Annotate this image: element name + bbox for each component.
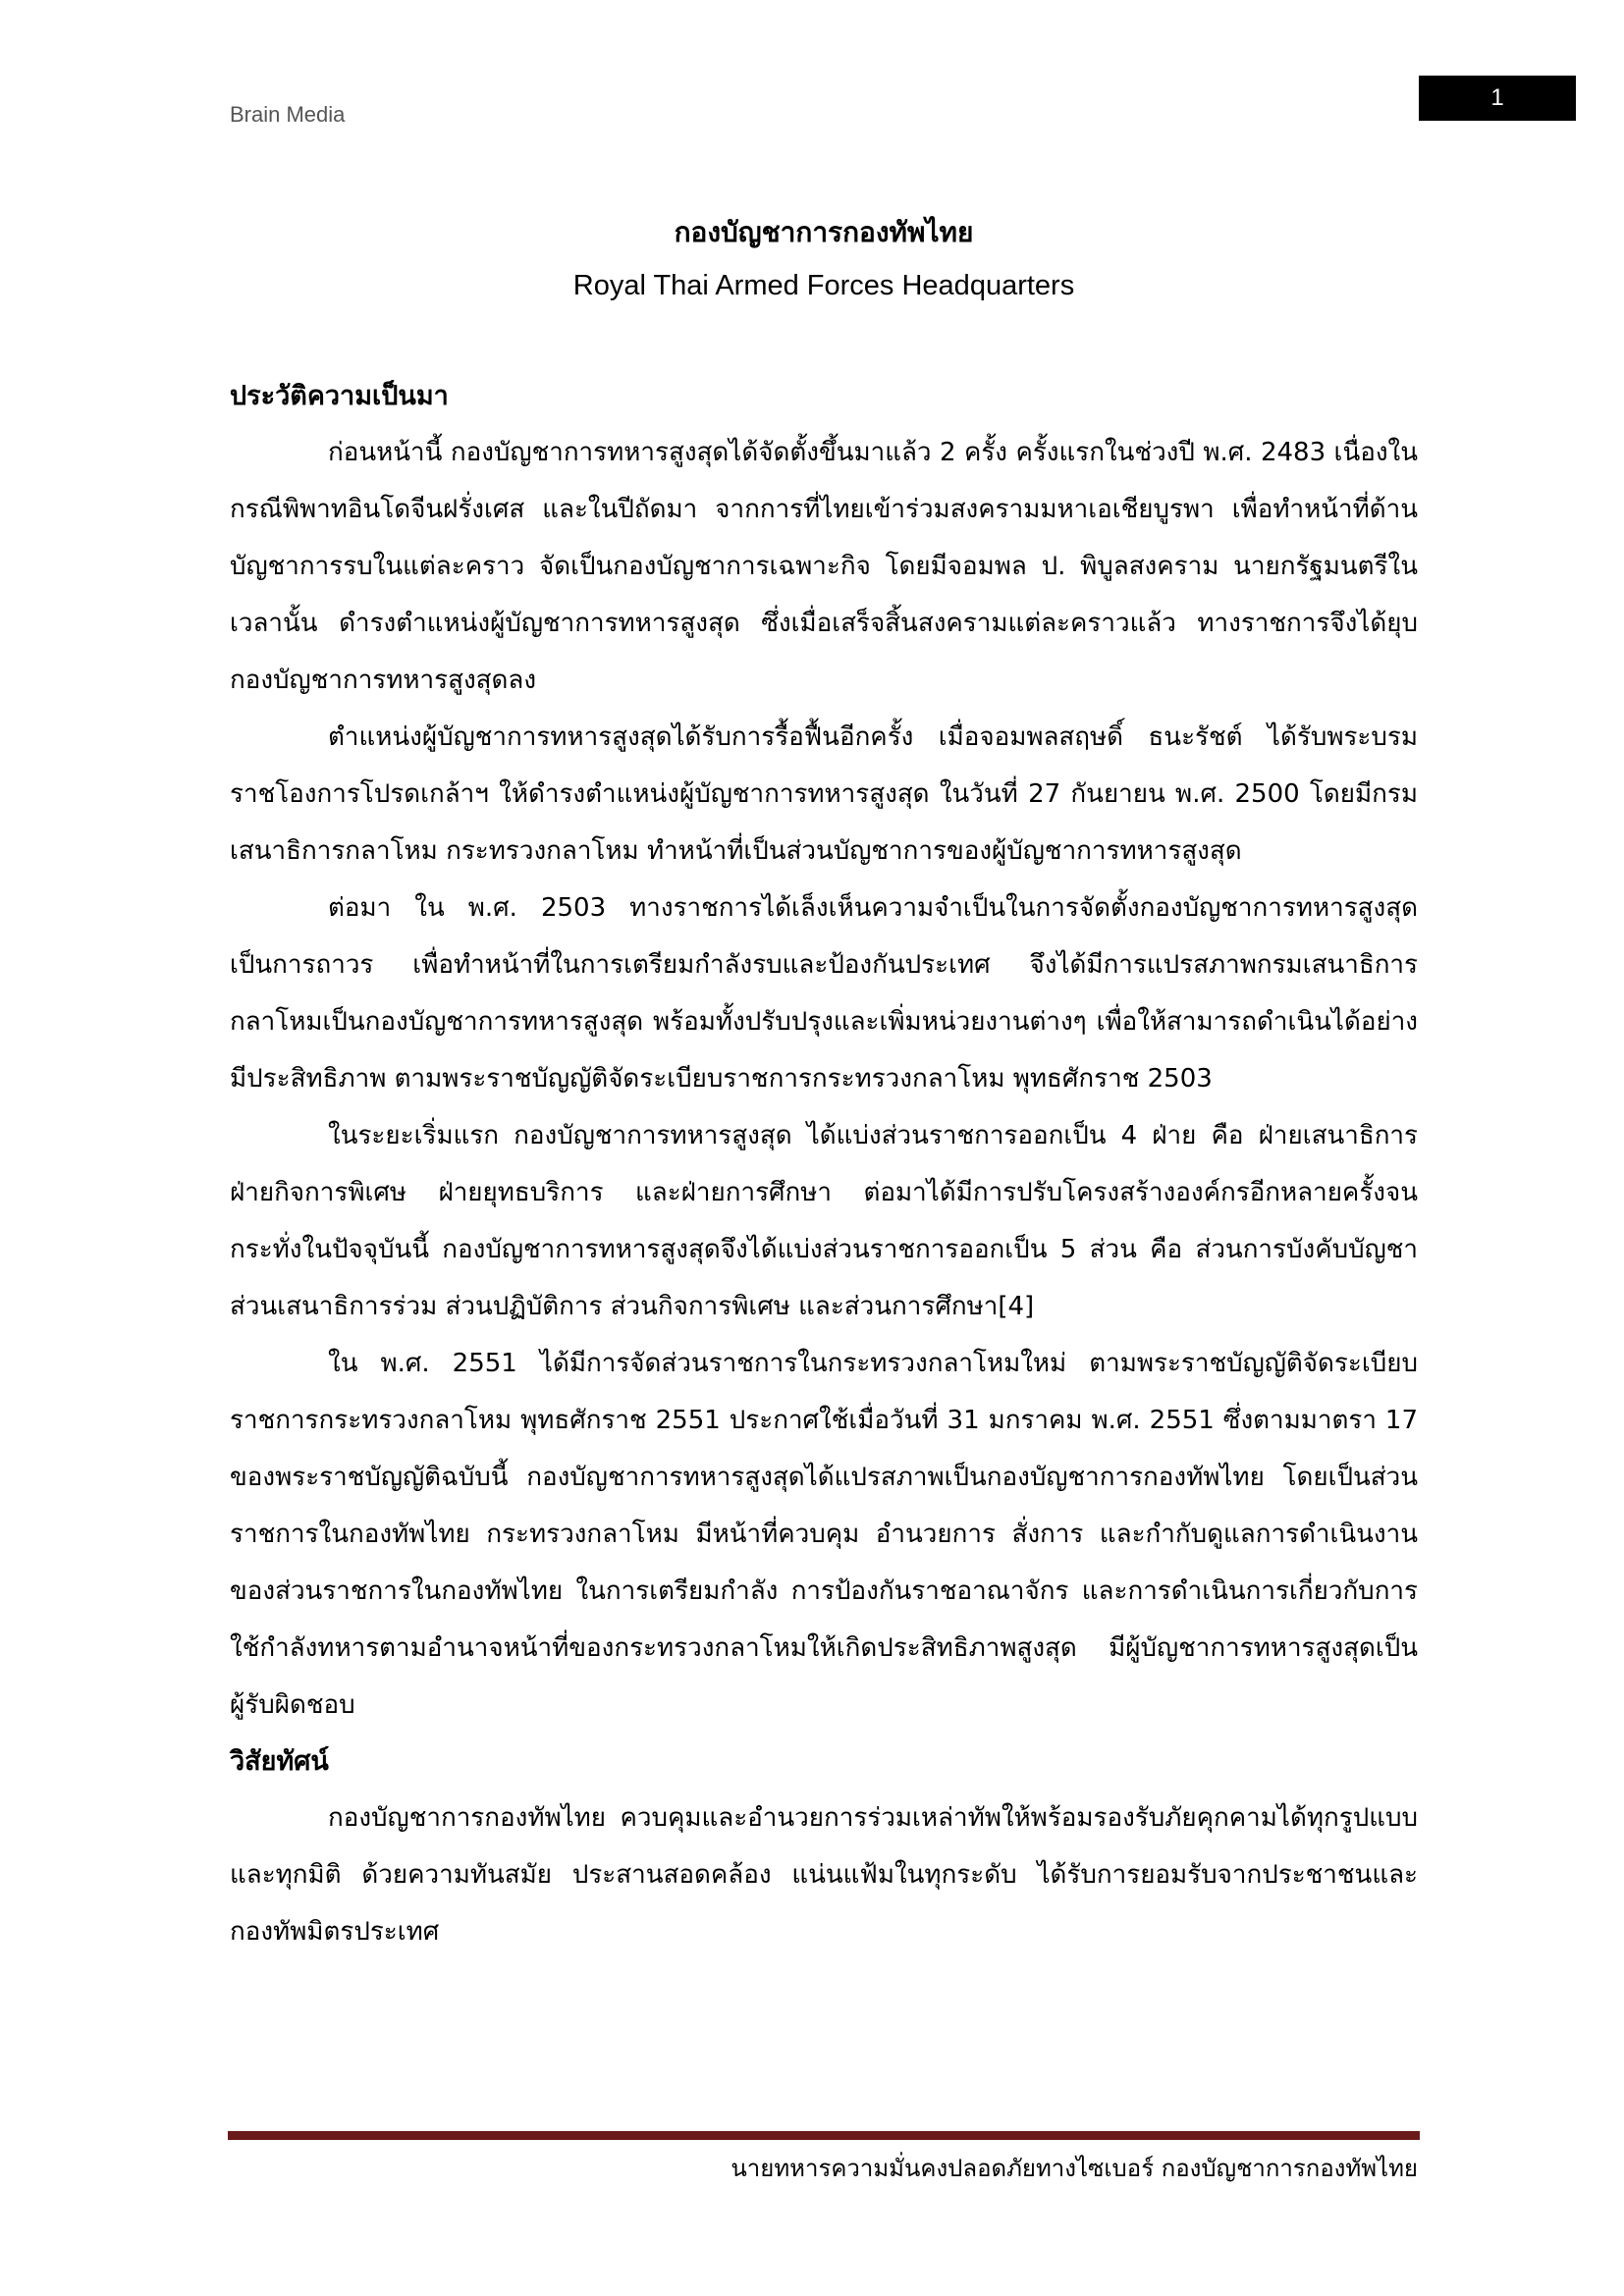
brand-label: Brain Media [230,102,346,127]
history-paragraph: ตำแหน่งผู้บัญชาการทหารสูงสุดได้รับการรื้อฟื้นอีกครั้ง เมื่อจอมพลสฤษดิ์ ธนะรัชต์ ได้รับพระบรมราชโองการโปรดเกล้าฯ ให้ดำรงตำแหน่งผู้บัญชาการทหารสูงสุด ในวันที่ 27 กันยายน พ.ศ. 2500 โดยมีกรมเสนาธิการกลาโหม กระทรวงกลาโหม ทำหน้าที่เป็นส่วนบัญชาการของผู้บัญชาการทหารสูงสุด [230,722,1418,866]
title-english: Royal Thai Armed Forces Headquarters [572,270,1075,301]
footer-text: นายทหารความมั่นคงปลอดภัยทางไซเบอร์ กองบัญชาการกองทัพไทย [731,2155,1418,2182]
history-paragraph: ในระยะเริ่มแรก กองบัญชาการทหารสูงสุด ได้แบ่งส่วนราชการออกเป็น 4 ฝ่าย คือ ฝ่ายเสนาธิการ ฝ่ายกิจการพิเศษ ฝ่ายยุทธบริการ และฝ่ายการศึกษา ต่อมาได้มีการปรับโครงสร้างองค์กรอีกหลายครั้งจนกระทั่งในปัจจุบันนี้ กองบัญชาการทหารสูงสุดจึงได้แบ่งส่วนราชการออกเป็น 5 ส่วน คือ ส่วนการบังคับบัญชา ส่วนเสนาธิการร่วม ส่วนปฏิบัติการ ส่วนกิจการพิเศษ และส่วนการศึกษา[4] [230,1121,1418,1321]
document-body [230,368,1418,1960]
history-paragraph: ต่อมา ใน พ.ศ. 2503 ทางราชการได้เล็งเห็นความจำเป็นในการจัดตั้งกองบัญชาการทหารสูงสุดเป็นการถาวร เพื่อทำหน้าที่ในการเตรียมกำลังรบและป้องกันประเทศ จึงได้มีการแปรสภาพกรมเสนาธิการกลาโหมเป็นกองบัญชาการทหารสูงสุด พร้อมทั้งปรับปรุงและเพิ่มหน่วยงานต่างๆ เพื่อให้สามารถดำเนินได้อย่างมีประสิทธิภาพ ตามพระราชบัญญัติจัดระเบียบราชการกระทรวงกลาโหม พุทธศักราช 2503 [230,893,1418,1094]
title-thai: กองบัญชาการกองทัพไทย [674,216,974,248]
document-title [230,206,1418,312]
history-paragraph: ใน พ.ศ. 2551 ได้มีการจัดส่วนราชการในกระทรวงกลาโหมใหม่ ตามพระราชบัญญัติจัดระเบียบราชการกระทรวงกลาโหม พุทธศักราช 2551 ประกาศใช้เมื่อวันที่ 31 มกราคม พ.ศ. 2551 ซึ่งตามมาตรา 17 ของพระราชบัญญัติฉบับนี้ กองบัญชาการทหารสูงสุดได้แปรสภาพเป็นกองบัญชาการกองทัพไทย โดยเป็นส่วนราชการในกองทัพไทย กระทรวงกลาโหม มีหน้าที่ควบคุม อำนวยการ สั่งการ และกำกับดูแลการดำเนินงานของส่วนราชการในกองทัพไทย ในการเตรียมกำลัง การป้องกันราชอาณาจักร และการดำเนินการเกี่ยวกับการใช้กำลังทหารตามอำนาจหน้าที่ของกระทรวงกลาโหมให้เกิดประสิทธิภาพสูงสุด มีผู้บัญชาการทหารสูงสุดเป็นผู้รับผิดชอบ [230,1349,1418,1720]
history-paragraph: ก่อนหน้านี้ กองบัญชาการทหารสูงสุดได้จัดตั้งขึ้นมาแล้ว 2 ครั้ง ครั้งแรกในช่วงปี พ.ศ. 2483 เนื่องในกรณีพิพาทอินโดจีนฝรั่งเศส และในปีถัดมา จากการที่ไทยเข้าร่วมสงครามมหาเอเชียบูรพา เพื่อทำหน้าที่ด้านบัญชาการรบในแต่ละคราว จัดเป็นกองบัญชาการเฉพาะกิจ โดยมีจอมพล ป. พิบูลสงคราม นายกรัฐมนตรีในเวลานั้น ดำรงตำแหน่งผู้บัญชาการทหารสูงสุด ซึ่งเมื่อเสร็จสิ้นสงครามแต่ละคราวแล้ว ทางราชการจึงได้ยุบกองบัญชาการทหารสูงสุดลง [230,438,1418,695]
vision-heading: วิสัยทัศน์ [230,1746,329,1777]
vision-paragraph: กองบัญชาการกองทัพไทย ควบคุมและอำนวยการร่วมเหล่าทัพให้พร้อมรองรับภัยคุกคามได้ทุกรูปแบบและทุกมิติ ด้วยความทันสมัย ประสานสอดคล้อง แน่นแฟ้มในทุกระดับ ได้รับการยอมรับจากประชาชนและกองทัพมิตรประเทศ [230,1803,1418,1947]
page-number-badge: 1 [1419,76,1576,121]
history-heading: ประวัติความเป็นมา [230,381,449,411]
footer-divider [228,2131,1420,2140]
